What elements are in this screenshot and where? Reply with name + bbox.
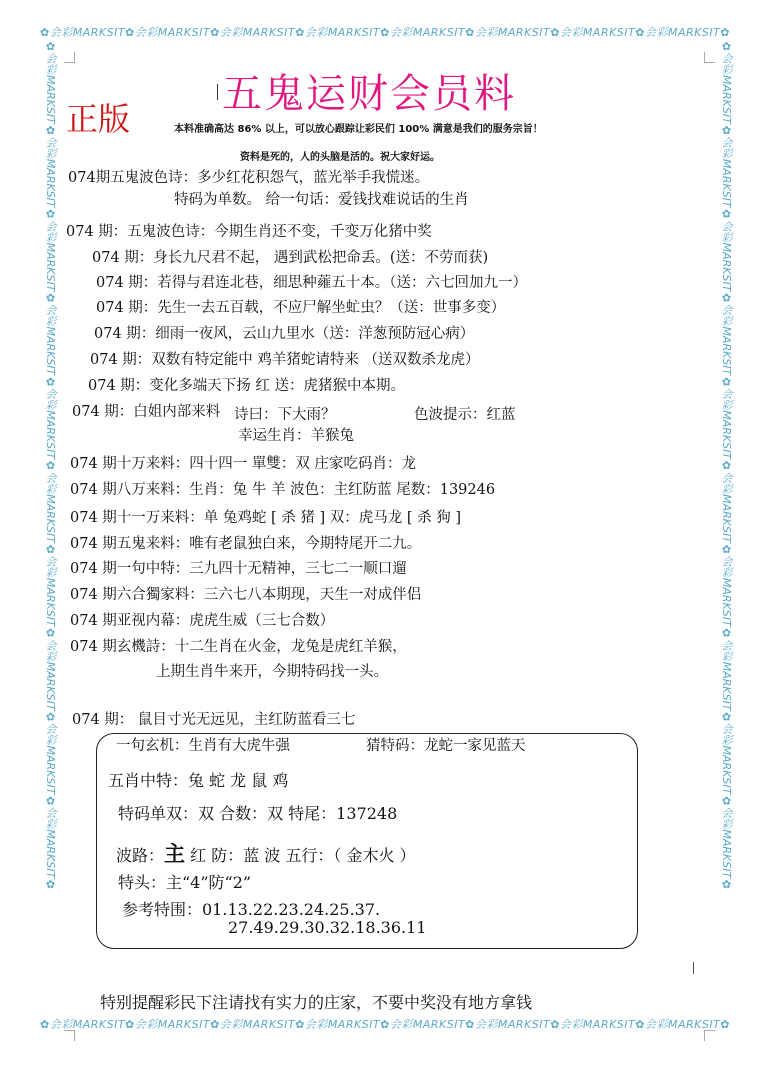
box-line: 一句玄机：生肖有大虎牛强	[116, 738, 290, 754]
box-line: 猜特码：龙蛇一家见蓝天	[366, 738, 526, 754]
genuine-badge: 正版	[66, 100, 131, 138]
box-line	[116, 838, 416, 868]
entry-line: 色波提示：红蓝	[414, 407, 516, 423]
box-line: 五肖中特：兔 蛇 龙 鼠 鸡	[108, 771, 289, 790]
box-segment: 红 防：蓝 波 五行：（ 金木火 ）	[185, 846, 416, 865]
entry-line: 074 期亚视内幕：虎虎生威（三七合数）	[70, 613, 335, 629]
box-segment: 波路：	[116, 846, 165, 865]
box-line: 27.49.29.30.32.18.36.11	[228, 918, 427, 937]
corner-mark	[704, 52, 715, 63]
box-line: 特头：主“4”防“2”	[118, 873, 252, 892]
border-left-pattern: ✿会彩MARKSIT✿会彩MARKSIT✿会彩MARKSIT✿会彩MARKSIT✿会彩MARKSIT✿会彩MARKSIT✿会彩MARKSIT✿会彩MARKSIT✿会彩MARKSIT✿会彩MARKSIT✿	[44, 40, 57, 892]
corner-mark	[704, 1030, 715, 1041]
border-top-pattern: ✿会彩MARKSIT✿会彩MARKSIT✿会彩MARKSIT✿会彩MARKSIT✿会彩MARKSIT✿会彩MARKSIT✿会彩MARKSIT✿会彩MARKSIT✿	[40, 26, 730, 39]
corner-mark	[64, 1030, 75, 1041]
entry-line: 074 期：五鬼波色诗：今期生肖还不变，千变万化猪中奖	[66, 224, 432, 240]
entry-line: 074 期：若得与君连北巷，细思种蕹五十本。（送：六七回加九一）	[96, 275, 528, 291]
entry-line: 074 期：身长九尺君不起， 遇到武松把命丢。(送：不劳而获)	[92, 250, 489, 266]
subtitle-accuracy: 本料准确高达 86% 以上，可以放心跟踪让彩民们 100% 满意是我们的服务宗旨！	[174, 124, 543, 135]
entry-line: 074 期：先生一去五百载，不应尸解坐虻虫？（送：世事多变）	[96, 300, 506, 316]
entry-line: 074 期：白姐内部来料	[72, 404, 221, 420]
entry-line: 074 期十万来料：四十四一 單雙：双 庄家吃码肖：龙	[70, 456, 417, 472]
page-title: 五鬼运财会员料	[222, 71, 516, 117]
entry-line: 特码为单数。 给一句话：爱钱找难说话的生肖	[174, 192, 469, 208]
entry-line: 074 期八万来料：生肖：兔 牛 羊 波色：主红防蓝 尾数：139246	[70, 482, 496, 498]
entry-line: 074期五鬼波色诗：多少红花积怨气，蓝光举手我慌迷。	[68, 170, 430, 186]
entry-line: 诗曰：下大雨？	[234, 407, 336, 423]
entry-line: 074 期：双数有特定能中 鸡羊猪蛇请特来 （送双数杀龙虎）	[90, 352, 480, 368]
entry-line: 074 期玄機詩：十二生肖在火金，龙兔是虎红羊猴，	[70, 639, 407, 655]
entry-line: 074 期： 鼠目寸光无远见，主红防蓝看三七	[72, 712, 356, 728]
entry-line: 074 期：变化多端天下扬 红 送：虎猪猴中本期。	[88, 378, 406, 394]
subtitle-luck: 资料是死的，人的头脑是活的。祝大家好运。	[240, 152, 440, 163]
entry-line: 上期生肖牛来开，今期特码找一头。	[156, 664, 388, 680]
box-line: 特码单双：双 合数：双 特尾：137248	[118, 804, 398, 823]
tick-mark	[693, 962, 694, 974]
border-right-pattern: ✿会彩MARKSIT✿会彩MARKSIT✿会彩MARKSIT✿会彩MARKSIT✿会彩MARKSIT✿会彩MARKSIT✿会彩MARKSIT✿会彩MARKSIT✿会彩MARKSIT✿会彩MARKSIT✿	[720, 40, 733, 892]
footer-reminder: 特别提醒彩民下注请找有实力的庄家，不要中奖没有地方拿钱	[100, 993, 533, 1012]
entry-line: 074 期六合獨家料：三六七八本期现，天生一对成伴侣	[70, 587, 422, 603]
entry-line: 074 期：细雨一夜风，云山九里水（送：洋葱预防冠心病）	[94, 326, 475, 342]
title-divider	[217, 84, 218, 100]
entry-line: 幸运生肖：羊猴兔	[238, 428, 354, 444]
box-segment: 主	[164, 841, 186, 866]
entry-line: 074 期五鬼来料：唯有老鼠独白来，今期特尾开二九。	[70, 536, 422, 552]
entry-line: 074 期一句中特：三九四十无精神，三七二一顺口遛	[70, 561, 407, 577]
border-bottom-pattern: ✿会彩MARKSIT✿会彩MARKSIT✿会彩MARKSIT✿会彩MARKSIT✿会彩MARKSIT✿会彩MARKSIT✿会彩MARKSIT✿会彩MARKSIT✿	[40, 1018, 730, 1031]
box-line: 参考特围：01.13.22.23.24.25.37.	[122, 900, 381, 919]
corner-mark	[64, 52, 75, 63]
entry-line: 074 期十一万来料：单 兔鸡蛇 [ 杀 猪 ] 双：虎马龙 [ 杀 狗 ]	[70, 510, 462, 526]
